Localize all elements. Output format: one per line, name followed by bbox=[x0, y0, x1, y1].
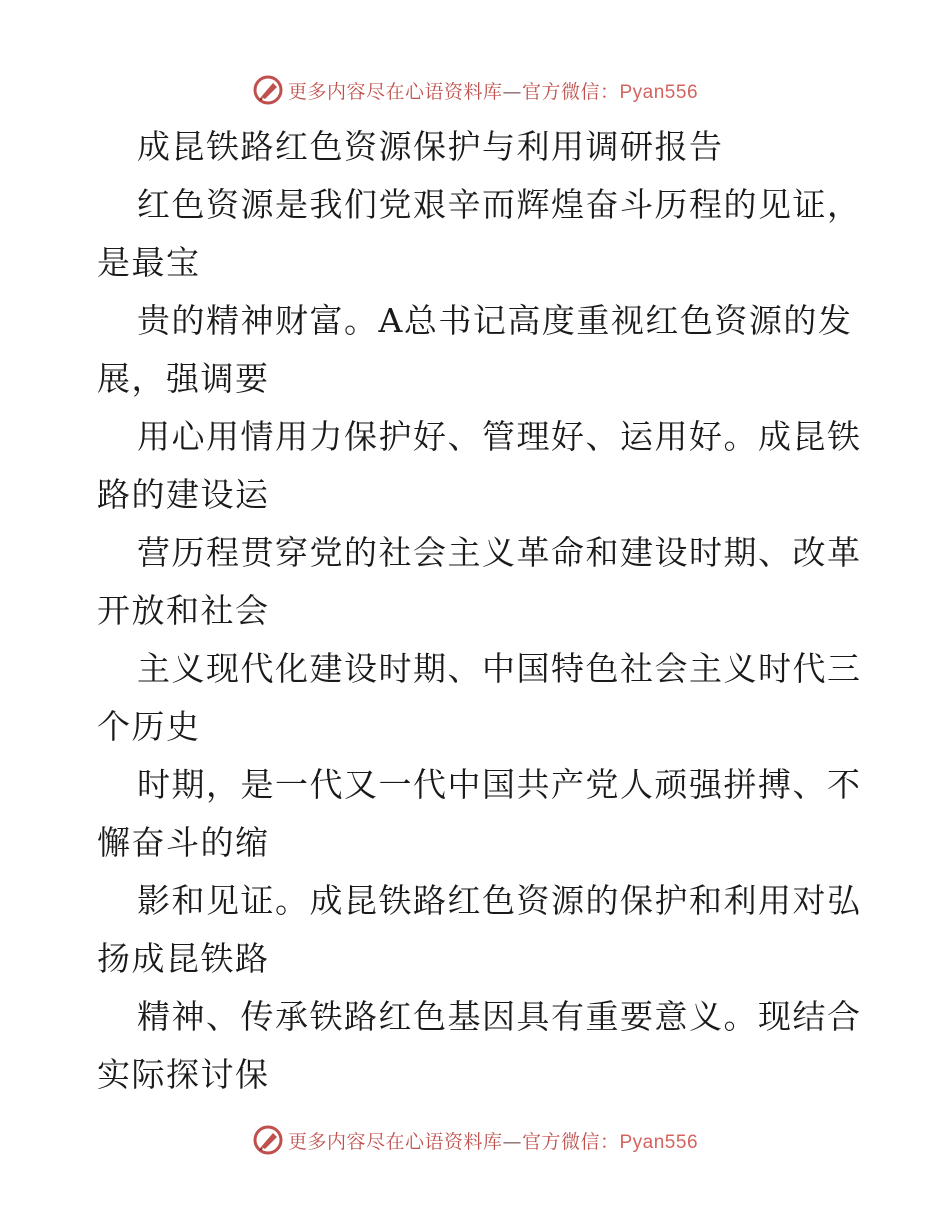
text-line: 营历程贯穿党的社会主义革命和建设时期、改革 bbox=[137, 533, 862, 572]
text-line: 是最宝 bbox=[97, 243, 201, 282]
text-line: 贵的精神财富。A总书记高度重视红色资源的发 bbox=[137, 301, 853, 340]
text-line: 路的建设运 bbox=[97, 475, 270, 514]
text-line: 扬成昆铁路 bbox=[97, 939, 270, 978]
text-line: 懈奋斗的缩 bbox=[97, 823, 270, 862]
watermark-dash: — bbox=[502, 80, 522, 103]
text-line: 红色资源是我们党艰辛而辉煌奋斗历程的见证， bbox=[137, 185, 862, 224]
text-line: 展，强调要 bbox=[97, 359, 270, 398]
watermark-header bbox=[0, 70, 950, 110]
watermark-main-text: 更多内容尽在心语资料库 bbox=[287, 1130, 503, 1153]
text-line: 主义现代化建设时期、中国特色社会主义时代三 bbox=[137, 649, 862, 688]
text-line: 精神、传承铁路红色基因具有重要意义。现结合 bbox=[137, 997, 862, 1036]
pen-logo-icon bbox=[252, 1124, 284, 1156]
text-line: 时期，是一代又一代中国共产党人顽强拼搏、不 bbox=[137, 765, 862, 804]
text-line: 个历史 bbox=[97, 707, 201, 746]
watermark-handle: Pyan556 bbox=[619, 81, 699, 103]
text-line: 实际探讨保 bbox=[97, 1055, 270, 1094]
watermark-label: 官方微信： bbox=[521, 1130, 620, 1153]
watermark-dash: — bbox=[502, 1130, 522, 1153]
document-body bbox=[97, 118, 862, 1104]
pen-logo-icon bbox=[252, 74, 284, 106]
text-line: 开放和社会 bbox=[97, 591, 270, 630]
document-title: 成昆铁路红色资源保护与利用调研报告 bbox=[137, 127, 724, 166]
watermark-handle: Pyan556 bbox=[619, 1131, 699, 1153]
text-line: 用心用情用力保护好、管理好、运用好。成昆铁 bbox=[137, 417, 862, 456]
text-line: 影和见证。成昆铁路红色资源的保护和利用对弘 bbox=[137, 881, 862, 920]
watermark-footer bbox=[0, 1120, 950, 1160]
watermark-label: 官方微信： bbox=[521, 80, 620, 103]
watermark-main-text: 更多内容尽在心语资料库 bbox=[287, 80, 503, 103]
